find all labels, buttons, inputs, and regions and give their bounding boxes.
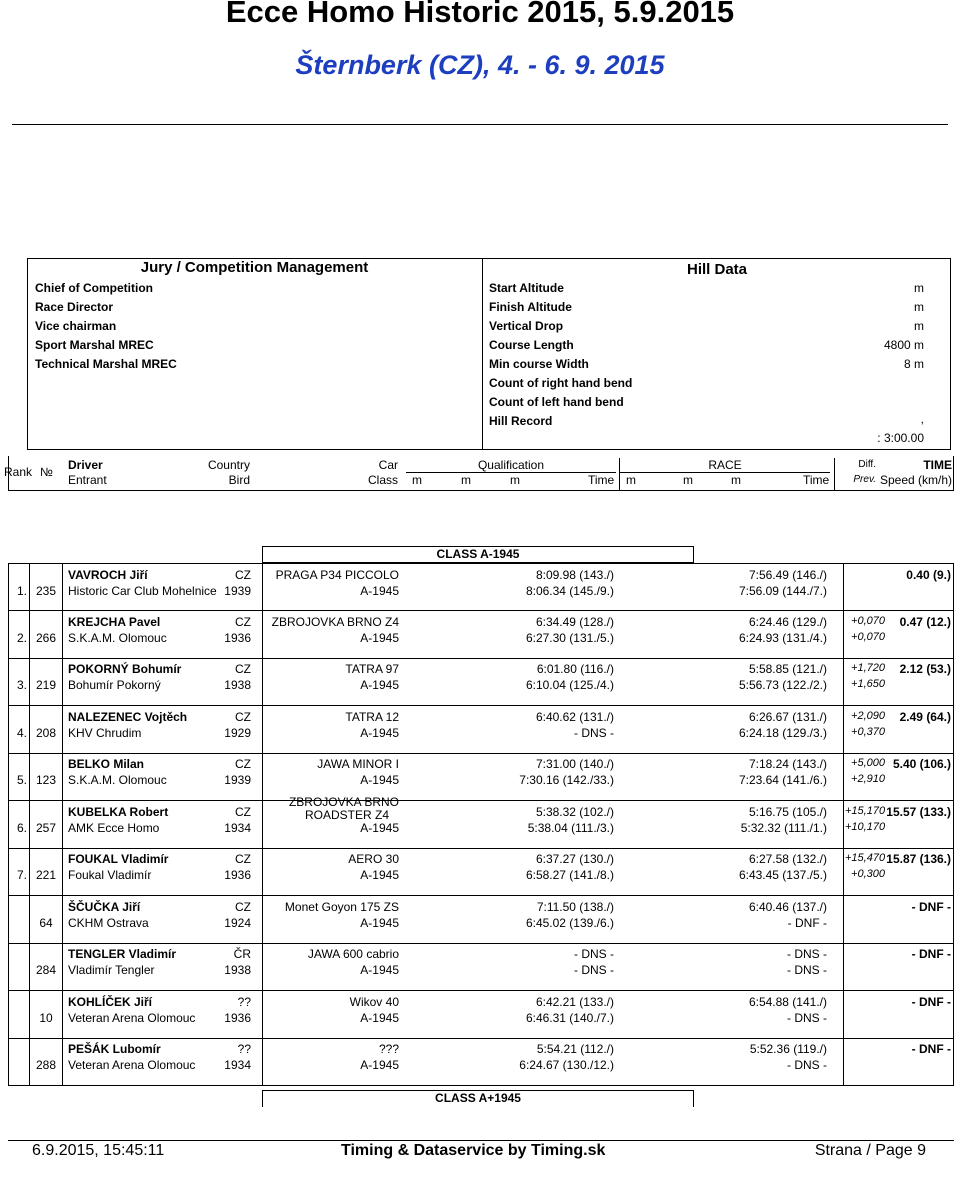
table-row [8, 658, 954, 706]
jury-role: Vice chairman [35, 319, 117, 333]
car-cell: ??? [378, 1042, 399, 1056]
diff-cell: +0,070 [851, 615, 885, 627]
column-divider [29, 896, 30, 943]
qualification-time-cell: 7:30.16 (142./33.) [519, 773, 614, 787]
column-divider [843, 611, 844, 658]
driver-cell: VAVROCH Jiří [68, 568, 148, 582]
hill-value: 4800 m [883, 338, 924, 352]
year-cell: 1934 [224, 821, 251, 835]
column-divider [62, 943, 63, 990]
start-number-cell: 266 [35, 631, 57, 645]
race-time-cell: 7:56.09 (144./7.) [738, 584, 827, 598]
car-cell: PRAGA P34 PICCOLO [275, 568, 399, 582]
footer-service: Timing & Dataservice by Timing.sk [341, 1142, 606, 1159]
qualification-time-cell: - DNS - [574, 726, 614, 740]
class-cell: A-1945 [360, 678, 399, 692]
start-number-cell: 64 [39, 916, 53, 930]
total-time-cell: - DNF - [911, 1042, 951, 1056]
qualification-time-cell: 8:06.34 (145./9.) [525, 584, 614, 598]
qualification-time-cell: 5:38.04 (111./3.) [527, 821, 614, 835]
car-cell: TATRA 12 [345, 710, 399, 724]
entrant-cell: Veteran Arena Olomouc [68, 1058, 196, 1072]
col-bird: Bird [228, 473, 250, 487]
header-border [8, 490, 954, 491]
driver-cell: BELKO Milan [68, 757, 145, 771]
qualification-time-cell: 5:54.21 (112./) [536, 1042, 614, 1056]
column-divider [29, 801, 30, 848]
rank-cell: 1. [16, 584, 27, 598]
total-time-cell: 2.12 (53.) [899, 662, 951, 676]
column-divider [62, 611, 63, 658]
qualification-time-cell: 6:45.02 (139./6.) [525, 916, 614, 930]
year-cell: 1936 [224, 1011, 251, 1025]
car-cell: ZBROJOVKA BRNO [288, 795, 399, 809]
qualification-time-cell: 6:34.49 (128./) [535, 615, 614, 629]
hill-record-time: : 3:00.00 [877, 431, 924, 445]
race-time-cell: 6:27.58 (132./) [748, 852, 827, 866]
race-time-cell: 6:26.67 (131./) [748, 710, 827, 724]
qualification-time-cell: - DNS - [574, 947, 614, 961]
table-row [8, 753, 954, 801]
footer-datetime: 6.9.2015, 15:45:11 [32, 1142, 165, 1159]
country-cell: ČR [233, 947, 251, 961]
class-cell: A-1945 [360, 868, 399, 882]
entrant-cell: S.K.A.M. Olomouc [68, 773, 167, 787]
race-time-cell: 6:24.18 (129./3.) [738, 726, 827, 740]
column-divider [62, 848, 63, 895]
column-divider [62, 564, 63, 611]
country-cell: CZ [235, 568, 251, 582]
table-row [8, 611, 954, 659]
total-time-cell: - DNF - [911, 900, 951, 914]
column-divider [29, 1038, 30, 1085]
race-time-cell: 6:43.45 (137./5.) [738, 868, 827, 882]
column-divider [29, 564, 30, 611]
country-cell: ?? [237, 1042, 251, 1056]
start-number-cell: 235 [35, 584, 57, 598]
qualification-time-cell: 6:58.27 (141./8.) [525, 868, 614, 882]
column-divider [843, 896, 844, 943]
year-cell: 1924 [224, 916, 251, 930]
start-number-cell: 123 [35, 773, 57, 787]
hill-label: Start Altitude [489, 281, 564, 295]
hill-label: Hill Record [489, 414, 553, 428]
start-number-cell: 221 [35, 868, 57, 882]
race-time-cell: - DNS - [787, 1058, 827, 1072]
column-divider [62, 658, 63, 705]
driver-cell: ŠČUČKA Jiří [68, 900, 141, 914]
year-cell: 1938 [224, 963, 251, 977]
driver-cell: KREJCHA Pavel [68, 615, 161, 629]
column-divider [62, 896, 63, 943]
total-time-cell: 15.87 (136.) [886, 852, 951, 866]
car-cell: Wikov 40 [349, 995, 399, 1009]
col-driver: Driver [68, 458, 103, 472]
race-time-cell: 5:32.32 (111./1.) [740, 821, 827, 835]
race-time-cell: 6:54.88 (141./) [748, 995, 827, 1009]
event-title: Ecce Homo Historic 2015, 5.9.2015 [225, 0, 735, 29]
qualification-time-cell: 6:46.31 (140./7.) [525, 1011, 614, 1025]
column-divider [843, 753, 844, 800]
qualification-time-cell: 5:38.32 (102./) [535, 805, 614, 819]
jury-heading: Jury / Competition Management [140, 259, 369, 276]
col-speed: Speed (km/h) [879, 473, 952, 487]
car-cell: JAWA MINOR I [317, 757, 399, 771]
rank-cell: 5. [16, 773, 27, 787]
race-time-cell: - DNS - [787, 1011, 827, 1025]
entrant-cell: AMK Ecce Homo [68, 821, 160, 835]
diff-cell: +1,720 [851, 662, 885, 674]
country-cell: CZ [235, 852, 251, 866]
hill-heading: Hill Data [686, 261, 747, 278]
driver-cell: NALEZENEC Vojtěch [68, 710, 188, 724]
country-cell: CZ [235, 757, 251, 771]
country-cell: CZ [235, 805, 251, 819]
col-r-m: m [626, 473, 636, 487]
col-diff: Diff. [858, 459, 876, 470]
jury-role: Chief of Competition [35, 281, 153, 295]
driver-cell: PEŠÁK Lubomír [68, 1042, 161, 1056]
qualification-time-cell: 6:24.67 (130./12.) [519, 1058, 614, 1072]
year-cell: 1936 [224, 631, 251, 645]
entrant-cell: KHV Chrudim [68, 726, 142, 740]
qualification-time-cell: 6:10.04 (125./4.) [525, 678, 614, 692]
car-cell: Monet Goyon 175 ZS [284, 900, 399, 914]
prev-cell: +0,370 [851, 726, 885, 738]
table-row [8, 706, 954, 754]
column-divider [62, 1038, 63, 1085]
country-cell: CZ [235, 662, 251, 676]
diff-cell: +15,170 [845, 805, 886, 817]
prev-cell: +0,300 [851, 868, 885, 880]
country-cell: CZ [235, 710, 251, 724]
race-time-cell: - DNS - [787, 963, 827, 977]
col-q-m: m [461, 473, 471, 487]
col-country: Country [207, 458, 250, 472]
class-cell: A-1945 [360, 916, 399, 930]
class-cell: A-1945 [360, 584, 399, 598]
qualification-time-cell: 6:40.62 (131./) [535, 710, 614, 724]
race-time-cell: 5:16.75 (105./) [748, 805, 827, 819]
col-car: Car [378, 458, 398, 472]
driver-cell: FOUKAL Vladimír [68, 852, 169, 866]
hill-label: Course Length [489, 338, 574, 352]
table-row [8, 1038, 954, 1086]
year-cell: 1938 [224, 678, 251, 692]
country-cell: CZ [235, 900, 251, 914]
class-cell: A-1945 [360, 1011, 399, 1025]
hill-label: Count of left hand bend [489, 395, 624, 409]
year-cell: 1929 [224, 726, 251, 740]
car-cell: JAWA 600 cabrio [307, 947, 399, 961]
prev-cell: +2,910 [851, 773, 885, 785]
table-row [8, 991, 954, 1039]
class-cell: A-1945 [360, 1058, 399, 1072]
jury-role: Technical Marshal MREC [35, 357, 177, 371]
qualification-time-cell: 6:01.80 (116./) [536, 662, 614, 676]
diff-cell: +15,470 [845, 852, 886, 864]
car-cell: ROADSTER Z4 [304, 808, 389, 822]
class-cell: A-1945 [360, 631, 399, 645]
country-cell: CZ [235, 615, 251, 629]
qualification-time-cell: 8:09.98 (143./) [535, 568, 614, 582]
hill-label: Vertical Drop [489, 319, 564, 333]
total-time-cell: - DNF - [911, 947, 951, 961]
country-cell: ?? [237, 995, 251, 1009]
col-r-time: Time [803, 473, 830, 487]
table-row [8, 795, 954, 849]
col-qualification: Qualification [477, 458, 545, 472]
total-time-cell: - DNF - [911, 995, 951, 1009]
info-divider [482, 258, 483, 450]
column-divider [62, 706, 63, 753]
qualification-time-cell: 7:31.00 (140./) [535, 757, 614, 771]
race-time-cell: 7:18.24 (143./) [748, 757, 827, 771]
entrant-cell: Bohumír Pokorný [68, 678, 161, 692]
prev-cell: +1,650 [851, 678, 885, 690]
table-row [8, 943, 954, 991]
column-divider [29, 611, 30, 658]
hill-value: m [914, 300, 924, 314]
jury-role: Race Director [35, 300, 114, 314]
table-row [8, 848, 954, 896]
col-prev: Prev. [853, 474, 876, 485]
race-time-cell: 5:56.73 (122./2.) [738, 678, 827, 692]
column-divider [62, 991, 63, 1038]
column-divider [62, 801, 63, 848]
footer-divider [8, 1140, 954, 1141]
header-divider [834, 458, 835, 490]
qualification-time-cell: 6:42.21 (133./) [535, 995, 614, 1009]
qualification-time-cell: 6:27.30 (131./5.) [525, 631, 614, 645]
hill-label: Min course Width [489, 357, 589, 371]
col-entrant: Entrant [68, 473, 107, 487]
event-subtitle: Šternberk (CZ), 4. - 6. 9. 2015 [295, 50, 665, 80]
start-number-cell: 208 [35, 726, 57, 740]
hill-label: Finish Altitude [489, 300, 572, 314]
jury-role: Sport Marshal MREC [35, 338, 154, 352]
hill-value: m [914, 319, 924, 333]
column-divider [843, 706, 844, 753]
col-r-m: m [683, 473, 693, 487]
table-row [8, 896, 954, 944]
year-cell: 1939 [224, 584, 251, 598]
rank-cell: 4. [16, 726, 27, 740]
rank-cell: 6. [16, 821, 27, 835]
race-time-cell: - DNS - [787, 947, 827, 961]
class-heading: CLASS A+1945 [262, 1090, 694, 1107]
table-row [8, 563, 954, 611]
total-time-cell: 0.40 (9.) [906, 568, 951, 582]
diff-cell: +2,090 [851, 710, 885, 722]
column-divider [29, 706, 30, 753]
header-border [953, 456, 954, 490]
year-cell: 1934 [224, 1058, 251, 1072]
column-divider [29, 991, 30, 1038]
rank-cell: 2. [16, 631, 27, 645]
start-number-cell: 257 [35, 821, 57, 835]
qualification-time-cell: 6:37.27 (130./) [535, 852, 614, 866]
col-no: № [40, 465, 53, 479]
rank-cell: 3. [16, 678, 27, 692]
column-divider [62, 753, 63, 800]
prev-cell: +0,070 [851, 631, 885, 643]
class-cell: A-1945 [360, 821, 399, 835]
hill-value: m [914, 281, 924, 295]
start-number-cell: 10 [39, 1011, 53, 1025]
car-cell: AERO 30 [348, 852, 399, 866]
col-class: Class [367, 473, 398, 487]
race-time-cell: 7:56.49 (146./) [748, 568, 827, 582]
column-divider [29, 943, 30, 990]
car-cell: TATRA 97 [345, 662, 399, 676]
race-time-cell: 5:52.36 (119./) [749, 1042, 827, 1056]
entrant-cell: Vladimír Tengler [68, 963, 155, 977]
col-total-time: TIME [923, 458, 952, 472]
class-cell: A-1945 [360, 773, 399, 787]
column-divider [843, 1038, 844, 1085]
column-divider [29, 658, 30, 705]
entrant-cell: S.K.A.M. Olomouc [68, 631, 167, 645]
race-time-cell: 5:58.85 (121./) [748, 662, 827, 676]
hill-value: , [920, 412, 924, 426]
qualification-time-cell: - DNS - [574, 963, 614, 977]
hill-value: 8 m [903, 357, 924, 371]
race-time-cell: 6:40.46 (137./) [748, 900, 827, 914]
total-time-cell: 5.40 (106.) [892, 757, 951, 771]
column-divider [843, 943, 844, 990]
driver-cell: POKORNÝ Bohumír [68, 662, 182, 676]
column-divider [843, 658, 844, 705]
col-rank: Rank [4, 465, 33, 479]
start-number-cell: 288 [35, 1058, 57, 1072]
column-divider [843, 991, 844, 1038]
total-time-cell: 15.57 (133.) [886, 805, 951, 819]
class-cell: A-1945 [360, 963, 399, 977]
car-cell: ZBROJOVKA BRNO Z4 [271, 615, 399, 629]
entrant-cell: Veteran Arena Olomouc [68, 1011, 196, 1025]
year-cell: 1939 [224, 773, 251, 787]
total-time-cell: 0.47 (12.) [899, 615, 951, 629]
diff-cell: +5,000 [851, 757, 885, 769]
col-race: RACE [708, 458, 742, 472]
column-divider [29, 753, 30, 800]
hill-label: Count of right hand bend [489, 376, 633, 390]
footer-page: Strana / Page 9 [814, 1142, 926, 1159]
prev-cell: +10,170 [845, 821, 886, 833]
col-q-time: Time [588, 473, 615, 487]
start-number-cell: 284 [35, 963, 57, 977]
entrant-cell: Historic Car Club Mohelnice [68, 584, 217, 598]
race-time-cell: 6:24.46 (129./) [748, 615, 827, 629]
entrant-cell: Foukal Vladimír [68, 868, 152, 882]
start-number-cell: 219 [35, 678, 57, 692]
total-time-cell: 2.49 (64.) [899, 710, 951, 724]
driver-cell: TENGLER Vladimír [68, 947, 177, 961]
year-cell: 1936 [224, 868, 251, 882]
col-r-m: m [731, 473, 741, 487]
column-divider [843, 564, 844, 611]
driver-cell: KOHLÍČEK Jiří [68, 995, 153, 1009]
column-divider [29, 848, 30, 895]
qualification-time-cell: 7:11.50 (138./) [536, 900, 614, 914]
driver-cell: KUBELKA Robert [68, 805, 169, 819]
class-cell: A-1945 [360, 726, 399, 740]
race-time-cell: 6:24.93 (131./4.) [738, 631, 827, 645]
column-divider [843, 848, 844, 895]
col-q-m: m [510, 473, 520, 487]
rank-cell: 7. [16, 868, 27, 882]
column-divider [843, 801, 844, 848]
title-divider [12, 124, 948, 125]
entrant-cell: CKHM Ostrava [68, 916, 149, 930]
class-heading: CLASS A-1945 [262, 546, 694, 563]
col-q-m: m [412, 473, 422, 487]
race-time-cell: - DNF - [787, 916, 827, 930]
race-rule [620, 472, 830, 473]
race-time-cell: 7:23.64 (141./6.) [738, 773, 827, 787]
